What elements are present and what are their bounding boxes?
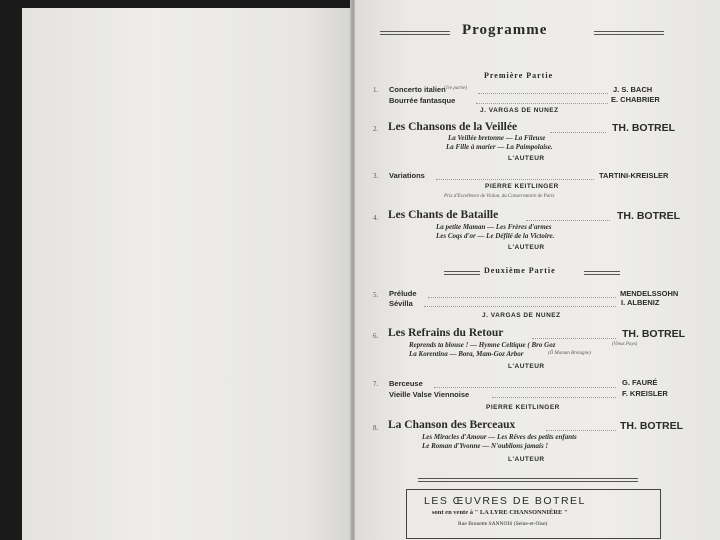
leader-dots [436,179,594,180]
song-list: Le Roman d'Yvonne — N'oublions jamais ! [422,442,549,450]
piece-title: Les Refrains du Retour [388,327,504,339]
piece-title: Prélude [389,289,417,298]
performer: PIERRE KEITLINGER [485,183,559,190]
composer: J. S. BACH [613,85,653,94]
part-one-heading: Première Partie [484,71,554,80]
composer: I. ALBENIZ [621,298,660,307]
performer: L'AUTEUR [508,244,545,251]
composer: TH. BOTREL [617,210,680,222]
leader-dots [476,103,608,104]
footer-rule [418,478,638,482]
song-list: La petite Maman — Les Frères d'armes [436,223,552,231]
footer-sale-line: sont en vente à " LA LYRE CHANSONNIÈRE " [432,509,568,516]
item-number: 7. [373,380,379,388]
item-number: 1. [373,86,379,94]
title-rule-right [594,31,664,35]
song-list: Les Coqs d'or — Le Défilé de la Victoire. [436,232,555,240]
piece-title: Variations [389,171,425,180]
song-list: La Korentina — Bora, Mam-Goz Arbor [409,350,524,358]
song-list: La Fille à marier — La Paimpolaise. [446,143,553,151]
part-two-heading: Deuxième Partie [484,266,556,275]
blank-left-page [22,8,352,540]
song-note: (Vieux Pays) [612,342,638,347]
footer-title: LES ŒUVRES DE BOTREL [424,495,586,507]
composer: TARTINI-KREISLER [599,171,669,180]
song-note: (Ô Maman Bretagne) [548,351,591,356]
item-number: 5. [373,291,379,299]
item-number: 8. [373,424,379,432]
song-list: Reprends ta blouse ! — Hymne Celtique ( Bro Goz [409,341,556,349]
leader-dots [478,93,608,94]
leader-dots [424,306,616,307]
composer: G. FAURÉ [622,378,658,387]
title-rule-left [380,31,450,35]
performer: L'AUTEUR [508,363,545,370]
item-number: 3. [373,172,379,180]
composer: E. CHABRIER [611,95,660,104]
composer: TH. BOTREL [612,122,675,134]
item-number: 4. [373,214,379,222]
composer: TH. BOTREL [622,328,685,340]
performer: L'AUTEUR [508,456,545,463]
performer: J. VARGAS DE NUNEZ [480,107,559,114]
leader-dots [526,220,610,221]
leader-dots [550,132,606,133]
leader-dots [532,338,616,339]
composer: MENDELSSOHN [620,289,679,298]
composer: TH. BOTREL [620,420,683,432]
leader-dots [492,397,616,398]
part-rule-right [584,271,620,275]
piece-title: Berceuse [389,379,423,388]
song-list: La Veillée bretonne — La Fileuse [448,134,546,142]
piece-title: Vieille Valse Viennoise [389,390,470,399]
piece-title: Bourrée fantasque [389,96,456,105]
performer-note: Prix d'Excellence de Violon, du Conservatoire de Paris [444,194,555,199]
piece-note: (1re partie) [444,86,468,91]
item-number: 6. [373,332,379,340]
leader-dots [428,297,616,298]
piece-title: La Chanson des Berceaux [388,419,516,431]
item-number: 2. [373,125,379,133]
leader-dots [434,387,616,388]
performer: J. VARGAS DE NUNEZ [482,312,561,319]
footer-address: Rue Brunette SANNOIS (Seine-et-Oise) [458,521,548,527]
part-rule-left [444,271,480,275]
page-title: Programme [462,22,548,38]
performer: PIERRE KEITLINGER [486,404,560,411]
leader-dots [546,430,616,431]
piece-title: Les Chansons de la Veillée [388,121,518,133]
song-list: Les Miracles d'Amour — Les Rêves des petits enfants [422,433,577,441]
piece-title: Concerto italien [389,85,446,94]
piece-title: Sévilla [389,299,413,308]
composer: F. KREISLER [622,389,668,398]
performer: L'AUTEUR [508,155,545,162]
piece-title: Les Chants de Bataille [388,209,499,221]
